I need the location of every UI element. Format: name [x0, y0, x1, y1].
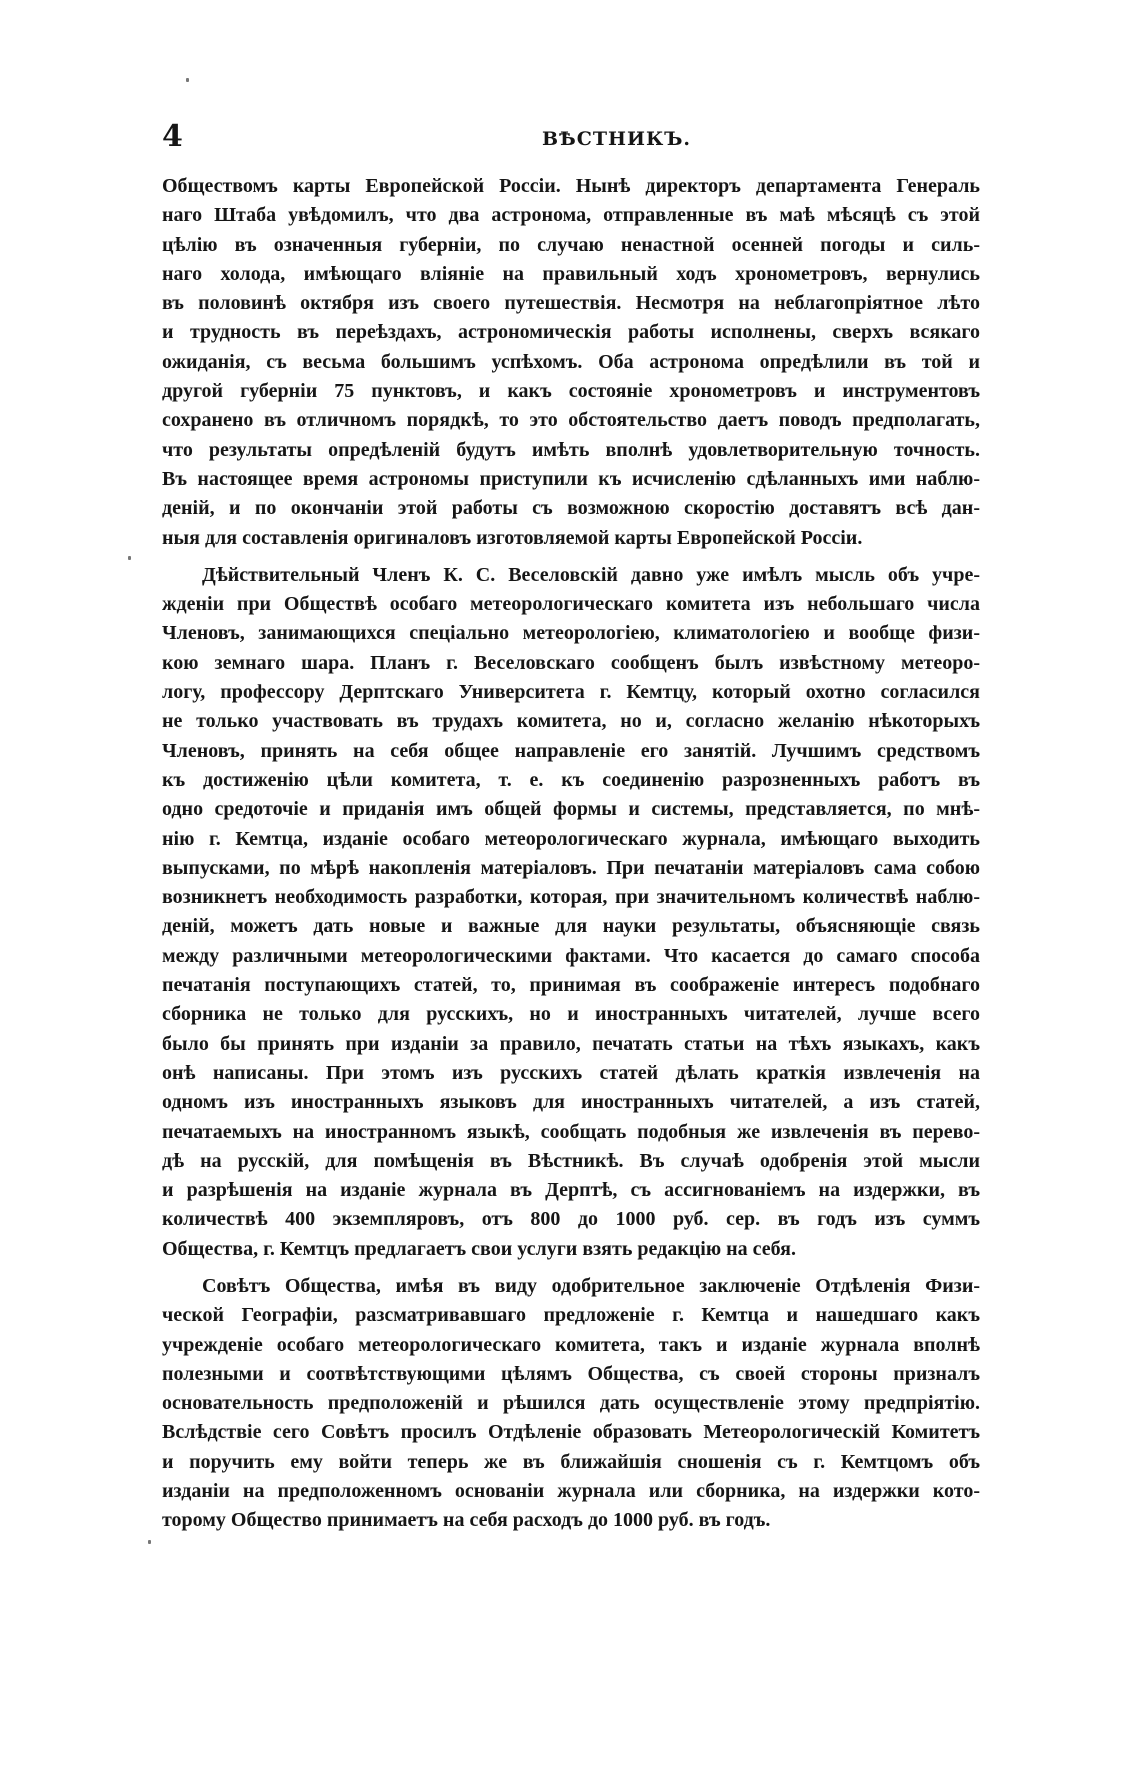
- text-line: и трудность въ переѣздахъ, астрономическія работы исполнены, сверхъ всякаго: [162, 321, 980, 344]
- text-line: было бы принять при изданіи за правило, печатать статьи на тѣхъ языкахъ, какъ: [162, 1032, 980, 1055]
- text-line: ческой Географіи, разсматривавшаго предложеніе г. Кемтца и нашедшаго какъ: [162, 1304, 980, 1327]
- paragraph-2: [162, 561, 980, 1264]
- running-head: ВѢСТНИКЪ.: [542, 128, 692, 150]
- paragraph-1: [162, 172, 980, 553]
- text-line: количествѣ 400 экземпляровъ, отъ 800 до 1000 руб. сер. въ годъ изъ суммъ: [162, 1208, 980, 1231]
- scan-speck: [148, 1540, 151, 1544]
- text-line: выпусками, по мѣрѣ накопленія матеріаловъ. При печатаніи матеріаловъ сама собою: [162, 856, 980, 879]
- text-line: Членовъ, занимающихся спеціально метеорологіею, климатологіею и вообще физи-: [162, 622, 980, 645]
- text-line: изданіи на предположенномъ основаніи журнала или сборника, на издержки кото-: [162, 1480, 980, 1503]
- scan-speck: [128, 556, 131, 560]
- text-line: Общества, г. Кемтцъ предлагаетъ свои услуги взять редакцію на себя.: [162, 1237, 796, 1260]
- text-line: Въ настоящее время астрономы приступили къ исчисленію сдѣланныхъ ими наблю-: [162, 467, 980, 490]
- text-line: основательность предположеній и рѣшился дать осуществленіе этому предпріятію.: [162, 1392, 980, 1415]
- text-line: наго холода, имѣющаго вліяніе на правильный ходъ хронометровъ, вернулись: [162, 262, 980, 285]
- text-line: и поручить ему войти теперь же въ ближайшія сношенія съ г. Кемтцомъ объ: [162, 1450, 980, 1473]
- text-line: ныя для составленія оригиналовъ изготовляемой карты Европейской Россіи.: [162, 526, 863, 549]
- text-line: ожиданія, съ весьма большимъ успѣхомъ. Оба астронома опредѣлили въ той и: [162, 350, 980, 373]
- text-line: учрежденіе особаго метеорологическаго комитета, такъ и изданіе журнала вполнѣ: [162, 1333, 980, 1356]
- text-line: возникнетъ необходимость разработки, которая, при значительномъ количествѣ наблю-: [162, 886, 980, 909]
- text-line: сборника не только для русскихъ, но и иностранныхъ читателей, лучше всего: [162, 1003, 980, 1026]
- text-line: къ достиженію цѣли комитета, т. е. къ соединенію разрозненныхъ работъ въ: [162, 768, 980, 791]
- text-line: между различными метеорологическими фактами. Что касается до самаго способа: [162, 944, 980, 967]
- text-line: цѣлію въ означенныя губерніи, по случаю ненастной осенней погоды и силь-: [162, 233, 980, 256]
- text-line: Дѣйствительный Членъ К. С. Веселовскій давно уже имѣлъ мысль объ учре-: [202, 563, 980, 586]
- text-line: что результаты опредѣленій будутъ имѣть вполнѣ удовлетворительную точность.: [162, 438, 980, 461]
- text-line: жденіи при Обществѣ особаго метеорологическаго комитета изъ небольшаго числа: [162, 593, 980, 616]
- text-line: Вслѣдствіе сего Совѣтъ просилъ Отдѣленіе образовать Метеорологическій Комитетъ: [162, 1421, 980, 1444]
- text-line: и разрѣшенія на изданіе журнала въ Дерптѣ, съ ассигнованіемъ на издержки, въ: [162, 1179, 980, 1202]
- text-line: дѣ на русскій, для помѣщенія въ Вѣстникѣ. Въ случаѣ одобренія этой мысли: [162, 1149, 980, 1172]
- scan-speck: [186, 78, 189, 82]
- text-line: Обществомъ карты Европейской Россіи. Нынѣ директоръ департамента Генераль: [162, 175, 980, 197]
- text-line: одномъ изъ иностранныхъ языковъ для иностранныхъ читателей, а изъ статей,: [162, 1091, 980, 1114]
- text-line: не только участвовать въ трудахъ комитета, но и, согласно желанію нѣкоторыхъ: [162, 710, 980, 733]
- text-line: въ половинѣ октября изъ своего путешествія. Несмотря на неблагопріятное лѣто: [162, 292, 980, 315]
- text-line: логу, профессору Дерптскаго Университета г. Кемтцу, который охотно согласился: [162, 681, 980, 704]
- text-line: другой губерніи 75 пунктовъ, и какъ состояніе хронометровъ и инструментовъ: [162, 380, 980, 403]
- text-line: полезными и соотвѣтствующими цѣлямъ Общества, съ своей стороны призналъ: [162, 1362, 980, 1385]
- paragraph-3: [162, 1272, 980, 1536]
- text-line: наго Штаба увѣдомилъ, что два астронома, отправленные въ маѣ мѣсяцѣ съ этой: [162, 204, 980, 227]
- body-text: [162, 172, 980, 1536]
- text-line: Членовъ, принять на себя общее направленіе его занятій. Лучшимъ средствомъ: [162, 739, 980, 762]
- text-line: торому Общество принимаетъ на себя расходъ до 1000 руб. въ годъ.: [162, 1509, 771, 1532]
- text-line: Совѣтъ Общества, имѣя въ виду одобрительное заключеніе Отдѣленія Физи-: [202, 1274, 980, 1297]
- text-line: печатанія поступающихъ статей, то, принимая въ соображеніе интересъ подобнаго: [162, 974, 980, 997]
- text-line: одно средоточіе и приданія имъ общей формы и системы, представляется, по мнѣ-: [162, 798, 980, 821]
- text-line: нію г. Кемтца, изданіе особаго метеорологическаго журнала, имѣющаго выходить: [162, 827, 980, 850]
- text-line: печатаемыхъ на иностранномъ языкѣ, сообщать подобныя же извлеченія въ перево-: [162, 1120, 980, 1143]
- text-line: кою земнаго шара. Планъ г. Веселовскаго сообщенъ былъ извѣстному метеоро-: [162, 651, 980, 674]
- text-line: деній, можетъ дать новые и важные для науки результаты, объясняющіе связь: [162, 915, 980, 938]
- text-line: онѣ написаны. При этомъ изъ русскихъ статей дѣлать краткія извлеченія на: [162, 1061, 980, 1084]
- page-number: 4: [162, 119, 183, 154]
- text-line: сохранено въ отличномъ порядкѣ, то это обстоятельство даетъ поводъ предполагать,: [162, 409, 980, 432]
- page-header: [162, 120, 982, 154]
- text-line: деній, и по окончаніи этой работы съ возможною скоростію доставятъ всѣ дан-: [162, 497, 980, 520]
